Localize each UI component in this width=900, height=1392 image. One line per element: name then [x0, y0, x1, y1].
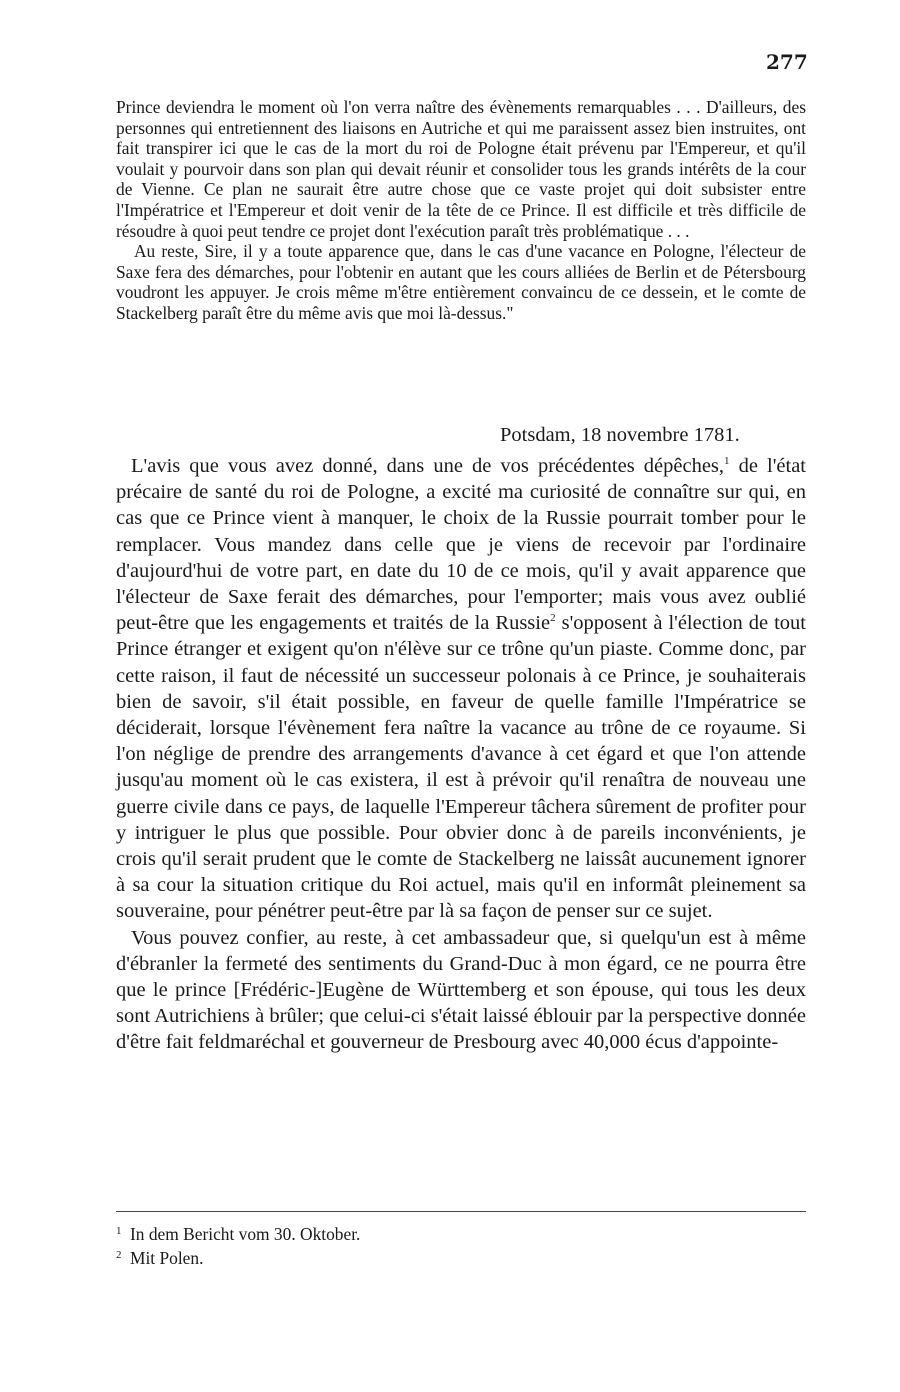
letter-text: s'opposent à l'élection de tout Prince étranger et exigent qu'on n'élève sur ce trône qu'un piaste. Comme donc, par cette raison, il faut de nécessité un successeur polonais à ce Prince, je souhaiterais bien de savoir, s'il était possible, en faveur de quelle famille l'Impératrice se déciderait, lorsque l'évènement fera naître la vacance au trône de ce royaume. Si l'on néglige de prendre des arrangements d'avance à cet égard et que l'on attende jusqu'au moment où le cas existera, il est à prévoir qu'il renaîtra de nouveau une guerre civile dans ce pays, de laquelle l'Empereur tâchera sûrement de profiter pour y intriguer le plus que possible. Pour obvier donc à de pareils inconvénients, je crois qu'il serait prudent que le comte de Stackelberg ne laissât aucunement ignorer à sa cour la situation critique du Roi actuel, mais qu'il en informât pleinement sa souveraine, pour pénétrer peut-être par là sa façon de penser sur ce sujet. [116, 612, 806, 923]
footnote-text: In dem Bericht vom 30. Oktober. [130, 1224, 361, 1244]
letter-body [116, 453, 806, 1056]
footnote-ref: 2 [550, 612, 556, 625]
footnote-mark: 2 [116, 1249, 122, 1261]
letter-text: L'avis que vous avez donné, dans une de vos précédentes dépêches, [131, 455, 725, 477]
footnote [116, 1245, 360, 1269]
letter-paragraph: Vous pouvez confier, au reste, à cet ambassadeur que, si quelqu'un est à même d'ébranler la fermeté des sentiments du Grand-Duc à mon égard, ce ne pourra être que le prince [Frédéric-]Eugène de Württemberg et son épouse, qui tous les deux sont Autrichiens à brûler; que celui-ci s'était laissé éblouir par la perspective donnée d'être fait feldmaréchal et gouverneur de Presbourg avec 40,000 écus d'appointe- [116, 926, 806, 1054]
page-number: 277 [766, 50, 808, 74]
letter-text: de l'état précaire de santé du roi de Pologne, a excité ma curiosité de connaître sur qui, en cas que ce Prince vient à manquer, le choix de la Russie pourrait tomber pour le remplacer. Vous mandez dans celle que je viens de recevoir par l'ordinaire d'aujourd'hui de votre part, en date du 10 de ce mois, qu'il y avait apparence que l'électeur de Saxe ferait des démarches, pour l'emporter; mais vous avez oublié peut-être que les engagements et traités de la Russie [116, 455, 806, 635]
footnote [116, 1221, 360, 1245]
dateline: Potsdam, 18 novembre 1781. [500, 424, 740, 446]
quote-paragraph: Prince deviendra le moment où l'on verra naître des évènements remarquables . . . D'ailleurs, des personnes qui entretiennent des liaisons en Autriche et qui me paraissent assez bien instruites, ont fait transpirer ici que le cas de la mort du roi de Pologne était prévenu par l'Empereur, et qu'il voulait y pourvoir dans son plan qui devait réunir et consolider tous les grands intérêts de la cour de Vienne. Ce plan ne saurait être autre chose que ce vaste projet qui doit subsister entre l'Impératrice et l'Empereur et doit venir de la tête de ce Prince. Il est difficile et très difficile de résoudre à quoi peut tendre ce projet dont l'exécution paraît très problématique . . . [116, 97, 806, 241]
footnote-rule [116, 1211, 806, 1212]
footnote-ref: 1 [724, 455, 730, 467]
footnote-text: Mit Polen. [130, 1248, 204, 1268]
footnote-mark: 1 [116, 1225, 122, 1237]
quote-block [116, 97, 806, 324]
quote-paragraph: Au reste, Sire, il y a toute apparence que, dans le cas d'une vacance en Pologne, l'électeur de Saxe fera des démarches, pour l'obtenir en autant que les cours alliées de Berlin et de Pétersbourg voudront les appuyer. Je crois même m'être entièrement convaincu de ce dessein, et le comte de Stackelberg paraît être du même avis que moi là-dessus." [116, 241, 806, 323]
footnotes [116, 1221, 360, 1269]
letter-paragraph [116, 453, 806, 925]
